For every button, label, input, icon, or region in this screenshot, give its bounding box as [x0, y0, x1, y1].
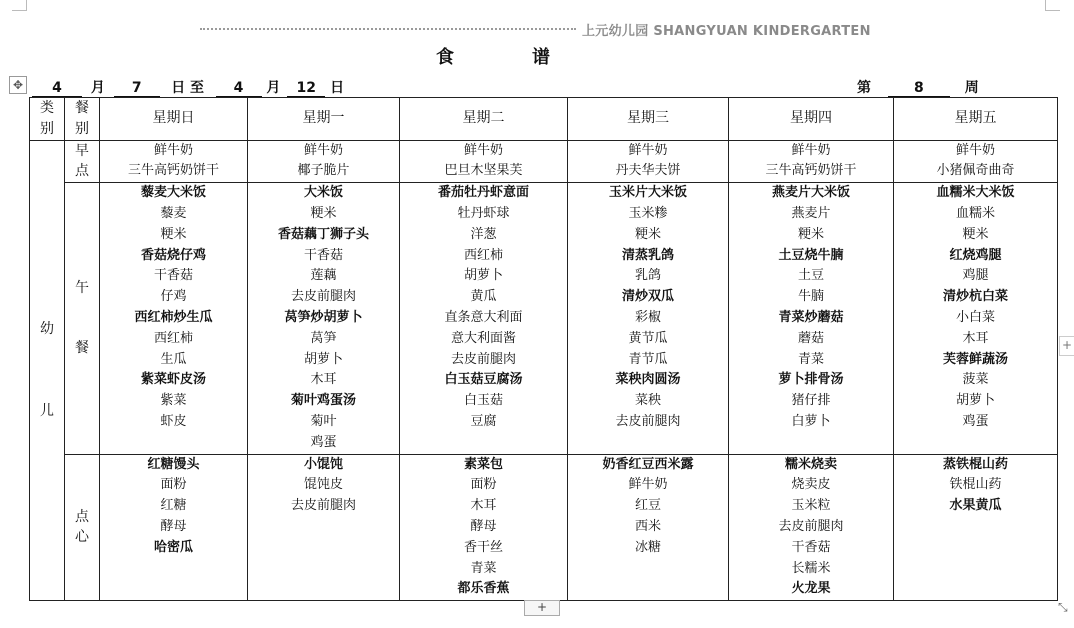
ingredient: 鲜牛奶: [463, 142, 503, 158]
ingredient: 酵母: [470, 518, 497, 534]
menu-cell-tuesday[interactable]: [400, 454, 568, 601]
ingredient: 牛腩: [797, 289, 824, 305]
dish-name: 糯米烧卖: [784, 456, 837, 472]
ingredient: 鲜牛奶: [153, 142, 193, 158]
ingredient: 去皮前腿肉: [778, 518, 844, 534]
ingredient: 鲜牛奶: [791, 142, 831, 158]
ingredient: 彩椒: [634, 309, 661, 325]
ingredient: 莲藕: [310, 268, 337, 284]
menu-cell-wednesday[interactable]: [568, 454, 729, 601]
dish-name: 火龙果: [791, 581, 831, 597]
ingredient: 小白菜: [955, 309, 995, 325]
ingredient: 烧卖皮: [791, 477, 831, 493]
dish-name: 燕麦片大米饭: [771, 185, 850, 201]
ingredient: 直条意大利面: [444, 309, 523, 325]
dish-name: 哈密瓜: [153, 539, 193, 555]
ingredient: 干香菇: [303, 247, 343, 263]
dish-name: 大米饭: [303, 185, 343, 201]
ingredient: 丹夫华夫饼: [615, 163, 681, 179]
ingredient: 藜麦: [160, 205, 187, 221]
dish-name: 青菜炒蘑菇: [778, 309, 844, 325]
ingredient: 胡萝卜: [955, 393, 995, 409]
menu-cell-friday[interactable]: [894, 183, 1058, 454]
meal-type-cell[interactable]: [65, 140, 100, 183]
dish-name: 白玉菇豆腐汤: [444, 372, 523, 388]
ingredient: 小猪佩奇曲奇: [936, 163, 1015, 179]
dish-name: 藜麦大米饭: [140, 185, 206, 201]
end-month-value[interactable]: 4: [216, 80, 262, 97]
page-corner-mark-left: [12, 0, 27, 11]
menu-cell-thursday[interactable]: [729, 140, 894, 183]
dish-name: 都乐香蕉: [457, 581, 510, 597]
menu-cell-thursday[interactable]: [729, 454, 894, 601]
ingredient: 冰糖: [634, 539, 661, 555]
meal-type-char: 点: [75, 508, 89, 525]
dish-name: 清蒸乳鸽: [621, 247, 674, 263]
ingredient: 去皮前腿肉: [615, 413, 681, 429]
ingredient: 西红柿: [153, 330, 193, 346]
menu-cell-monday[interactable]: [248, 183, 400, 454]
day-to-label: 日 至: [171, 80, 205, 96]
ingredient: 玉米粒: [791, 498, 831, 514]
day-header-sunday[interactable]: 星期日: [100, 98, 248, 141]
menu-cell-monday[interactable]: [248, 140, 400, 183]
menu-cell-friday[interactable]: [894, 454, 1058, 601]
ingredient: 粳米: [160, 226, 187, 242]
dish-name: 萝卜排骨汤: [778, 372, 844, 388]
week-number-value[interactable]: 8: [888, 80, 950, 97]
dish-name: 素菜包: [463, 456, 503, 472]
header-dotted-line: [200, 28, 576, 30]
ingredient: 青菜: [470, 560, 497, 576]
meal-type-char: 早: [75, 142, 89, 159]
kindergarten-brand: 上元幼儿园 SHANGYUAN KINDERGARTEN: [582, 24, 871, 39]
ingredient: 木耳: [962, 330, 989, 346]
ingredient: 长糯米: [791, 560, 831, 576]
dish-name: 土豆烧牛腩: [778, 247, 844, 263]
dish-name: 香菇烧仔鸡: [140, 247, 206, 263]
dish-name: 莴笋炒胡萝卜: [284, 309, 363, 325]
meal-type-char: 心: [75, 529, 89, 546]
category-header[interactable]: 类 别: [30, 98, 65, 141]
ingredient: 馄饨皮: [303, 477, 343, 493]
dish-name: 红糖馒头: [147, 456, 200, 472]
day-header-thursday[interactable]: 星期四: [729, 98, 894, 141]
day-header-tuesday[interactable]: 星期二: [400, 98, 568, 141]
week-number: [857, 77, 979, 97]
ingredient: 酵母: [160, 518, 187, 534]
ingredient: 木耳: [470, 498, 497, 514]
add-row-button[interactable]: +: [524, 600, 560, 616]
meal-row: [30, 454, 1058, 601]
dish-name: 香菇藕丁狮子头: [277, 226, 369, 242]
dish-name: 清炒双瓜: [621, 289, 674, 305]
ingredient: 粳米: [634, 226, 661, 242]
ingredient: 去皮前腿肉: [450, 351, 516, 367]
ingredient: 鸡蛋: [962, 413, 989, 429]
meal-type-cell[interactable]: [65, 183, 100, 454]
dish-name: 芙蓉鲜蔬汤: [942, 351, 1008, 367]
ingredient: 虾皮: [160, 413, 187, 429]
ingredient: 紫菜: [160, 393, 187, 409]
meal-type-char: 餐: [75, 340, 89, 357]
ingredient: 猪仔排: [791, 393, 831, 409]
menu-table: [29, 97, 1058, 601]
menu-cell-sunday[interactable]: [100, 183, 248, 454]
menu-cell-wednesday[interactable]: [568, 183, 729, 454]
ingredient: 黄节瓜: [628, 330, 668, 346]
ingredient: 鲜牛奶: [628, 477, 668, 493]
end-day-label: 日: [330, 80, 345, 96]
meal-type-char: 点: [75, 163, 89, 180]
ingredient: 青节瓜: [628, 351, 668, 367]
ingredient: 洋葱: [470, 226, 497, 242]
dish-name: 紫菜虾皮汤: [140, 372, 206, 388]
menu-cell-sunday[interactable]: [100, 140, 248, 183]
dish-name: 番茄牡丹虾意面: [437, 185, 529, 201]
week-prefix: 第: [857, 80, 871, 96]
ingredient: 香干丝: [463, 539, 503, 555]
dish-name: 小馄饨: [303, 456, 343, 472]
day-header-wednesday[interactable]: 星期三: [568, 98, 729, 141]
month-label: 月: [90, 80, 105, 96]
dish-name: 蒸铁棍山药: [942, 456, 1008, 472]
add-column-button[interactable]: +: [1059, 336, 1074, 356]
dish-name: 菊叶鸡蛋汤: [290, 393, 356, 409]
dish-name: 清炒杭白菜: [942, 289, 1008, 305]
ingredient: 白玉菇: [463, 393, 503, 409]
meal-type-header[interactable]: 餐 别: [65, 98, 100, 141]
ingredient: 菠菜: [962, 372, 989, 388]
menu-cell-friday[interactable]: [894, 140, 1058, 183]
day-header-friday[interactable]: 星期五: [894, 98, 1058, 141]
ingredient: 鲜牛奶: [628, 142, 668, 158]
ingredient: 西红柿: [463, 247, 503, 263]
ingredient: 粳米: [797, 226, 824, 242]
ingredient: 去皮前腿肉: [290, 289, 356, 305]
ingredient: 面粉: [470, 477, 497, 493]
ingredient: 菜秧: [634, 393, 661, 409]
day-header-monday[interactable]: 星期一: [248, 98, 400, 141]
category-char: 幼: [40, 321, 54, 338]
ingredient: 红糖: [160, 498, 187, 514]
ingredient: 血糯米: [955, 205, 995, 221]
ingredient: 青菜: [797, 351, 824, 367]
category-char: 儿: [40, 403, 54, 420]
ingredient: 三牛高钙奶饼干: [127, 163, 219, 179]
ingredient: 莴笋: [310, 330, 337, 346]
dish-name: 菜秧肉圆汤: [615, 372, 681, 388]
ingredient: 燕麦片: [791, 205, 831, 221]
ingredient: 粳米: [962, 226, 989, 242]
menu-cell-tuesday[interactable]: [400, 183, 568, 454]
meal-row: [30, 140, 1058, 183]
ingredient: 白萝卜: [791, 413, 831, 429]
ingredient: 鸡腿: [962, 268, 989, 284]
menu-cell-wednesday[interactable]: [568, 140, 729, 183]
dish-name: 血糯米大米饭: [936, 185, 1015, 201]
dish-name: 水果黄瓜: [949, 498, 1002, 514]
ingredient: 黄瓜: [470, 289, 497, 305]
menu-cell-monday[interactable]: [248, 454, 400, 601]
ingredient: 木耳: [310, 372, 337, 388]
ingredient: 鸡蛋: [310, 434, 337, 450]
table-resize-handle-icon[interactable]: ⤡: [1058, 600, 1068, 614]
start-day-value[interactable]: 7: [114, 80, 160, 97]
menu-cell-sunday[interactable]: [100, 454, 248, 601]
ingredient: 红豆: [634, 498, 661, 514]
ingredient: 豆腐: [470, 413, 497, 429]
ingredient: 胡萝卜: [463, 268, 503, 284]
ingredient: 生瓜: [160, 351, 187, 367]
ingredient: 乳鸽: [634, 268, 661, 284]
menu-cell-thursday[interactable]: [729, 183, 894, 454]
category-cell[interactable]: [30, 140, 65, 601]
title-char-2: 谱: [532, 47, 550, 68]
ingredient: 面粉: [160, 477, 187, 493]
meal-type-cell[interactable]: [65, 454, 100, 601]
end-day-value[interactable]: 12: [287, 80, 325, 97]
table-move-handle-icon[interactable]: ✥: [9, 76, 27, 94]
ingredient: 牡丹虾球: [457, 205, 510, 221]
dish-name: 红烧鸡腿: [949, 247, 1002, 263]
week-suffix: 周: [964, 80, 979, 96]
ingredient: 干香菇: [153, 268, 193, 284]
meal-type-char: 午: [75, 279, 89, 296]
page-corner-mark-right: [1045, 0, 1060, 11]
ingredient: 仔鸡: [160, 289, 187, 305]
ingredient: 干香菇: [791, 539, 831, 555]
ingredient: 三牛高钙奶饼干: [765, 163, 857, 179]
dish-name: 西红柿炒生瓜: [134, 309, 213, 325]
ingredient: 鲜牛奶: [955, 142, 995, 158]
ingredient: 椰子脆片: [297, 163, 350, 179]
end-month-label: 月: [266, 80, 281, 96]
ingredient: 西米: [634, 518, 661, 534]
ingredient: 菊叶: [310, 413, 337, 429]
ingredient: 土豆: [797, 268, 824, 284]
dish-name: 玉米片大米饭: [608, 185, 687, 201]
ingredient: 意大利面酱: [450, 330, 516, 346]
dish-name: 奶香红豆西米露: [602, 456, 694, 472]
ingredient: 巴旦木坚果芙: [444, 163, 523, 179]
ingredient: 铁棍山药: [949, 477, 1002, 493]
ingredient: 玉米糁: [628, 205, 668, 221]
ingredient: 胡萝卜: [303, 351, 343, 367]
meal-row: [30, 183, 1058, 454]
menu-cell-tuesday[interactable]: [400, 140, 568, 183]
ingredient: 粳米: [310, 205, 337, 221]
title-char-1: 食: [436, 47, 454, 68]
start-month-value[interactable]: 4: [32, 80, 82, 97]
ingredient: 去皮前腿肉: [290, 498, 356, 514]
ingredient: 鲜牛奶: [303, 142, 343, 158]
date-range: [32, 77, 346, 97]
ingredient: 蘑菇: [797, 330, 824, 346]
header-row: [30, 98, 1058, 141]
